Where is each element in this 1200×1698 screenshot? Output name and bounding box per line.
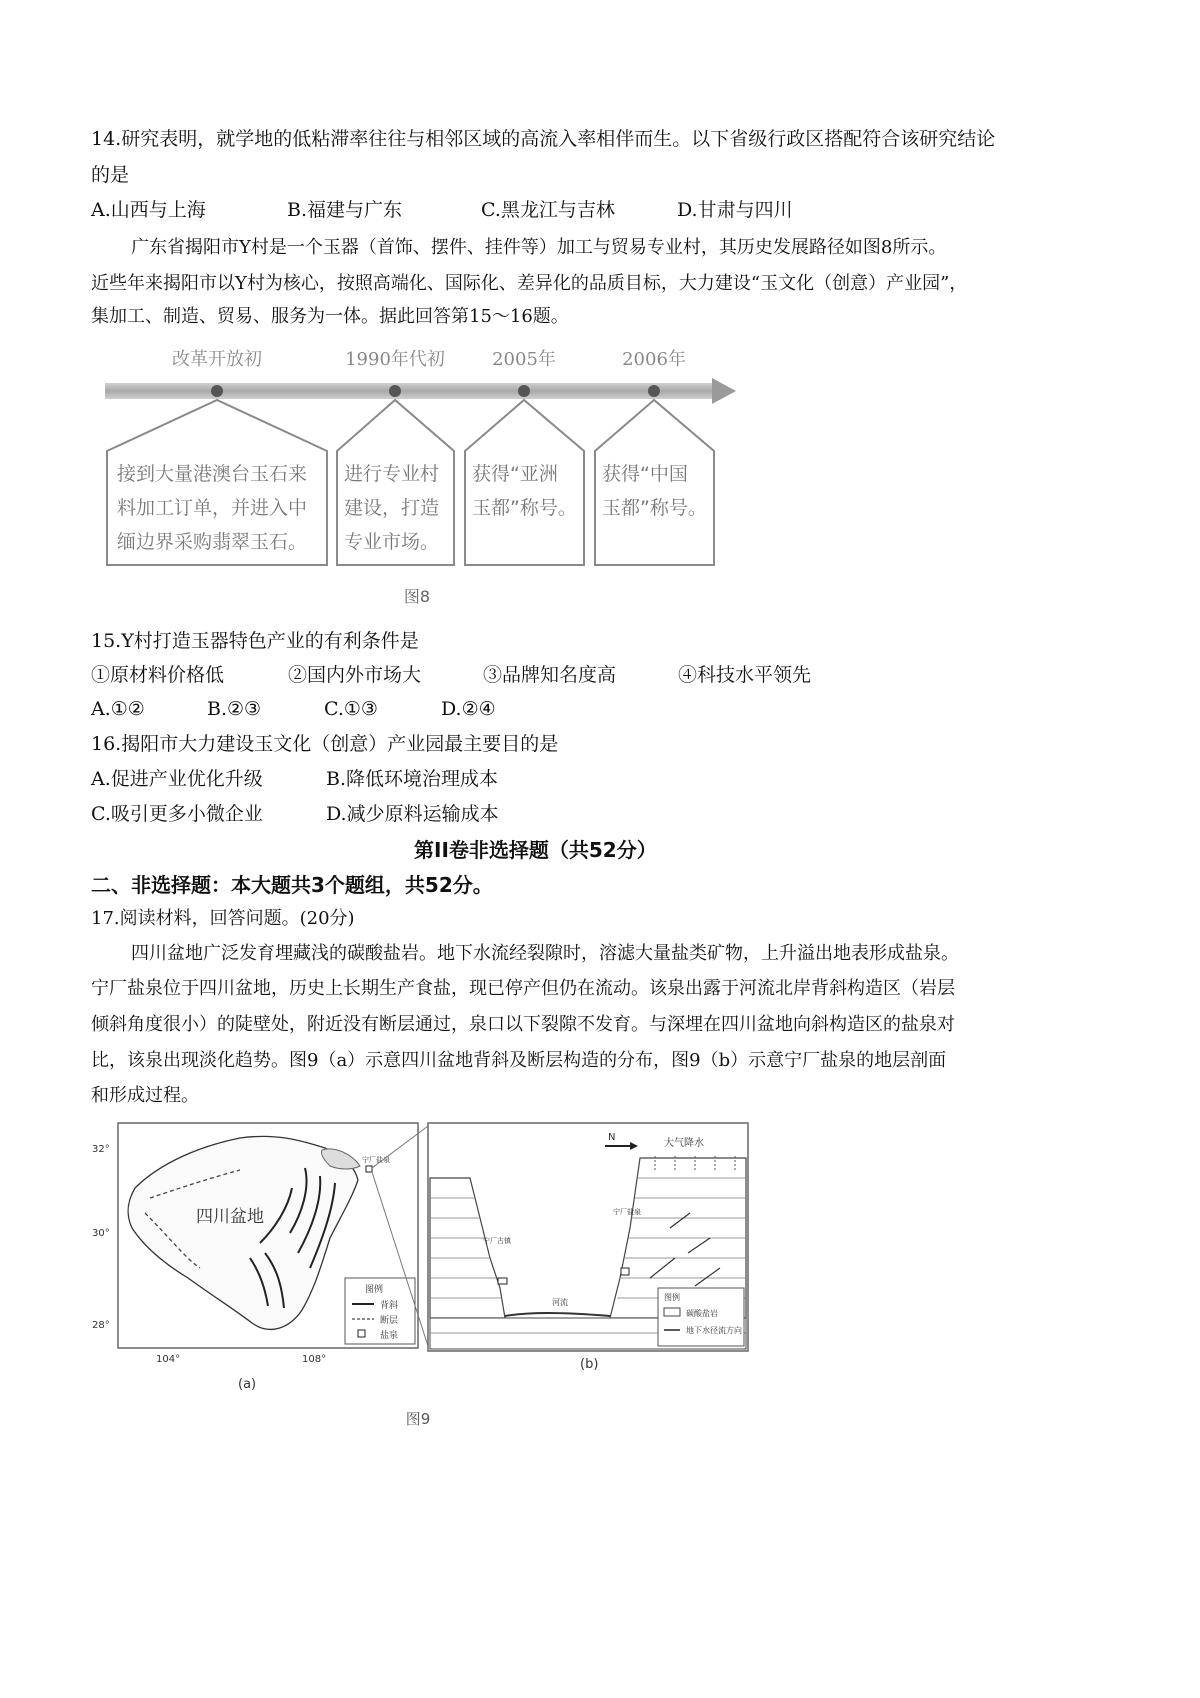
legend-carbonate-symbol: [664, 1308, 680, 1316]
stage-box-2-line2: 建设，打造: [344, 497, 440, 519]
stage-box-2-line1: 进行专业村: [344, 463, 440, 485]
q15-option-c: C.①③: [324, 698, 378, 720]
q15-item-3: ③品牌知名度高: [483, 664, 617, 686]
stage-box-4-line2: 玉都”称号。: [602, 497, 707, 519]
q14-option-c: C.黑龙江与吉林: [481, 199, 615, 221]
ancient-town-marker: [498, 1278, 507, 1284]
part2-title: 第II卷非选择题（共52分）: [414, 838, 657, 862]
q17-para-line2: 宁厂盐泉位于四川盆地，历史上长期生产食盐，现已停产但仍在流动。该泉出露于河流北岸背斜构造区（岩层: [91, 978, 955, 999]
q14-option-a: A.山西与上海: [91, 199, 206, 221]
figure-9-caption: 图9: [405, 1410, 431, 1428]
q15-item-2: ②国内外市场大: [288, 664, 422, 686]
q17-para-line1: 四川盆地广泛发育埋藏浅的碳酸盐岩。地下水流经裂隙时，溶滤大量盐类矿物，上升溢出地表形成盐泉。: [131, 943, 959, 964]
q16-option-a: A.促进产业优化升级: [91, 768, 263, 790]
lon-104: 104°: [156, 1354, 181, 1365]
q15-item-4: ④科技水平领先: [678, 664, 812, 686]
legend-fault: 断层: [380, 1316, 399, 1326]
basin-label: 四川盆地: [196, 1207, 264, 1227]
lat-32: 32°: [92, 1144, 110, 1155]
timeline-dot-4: [648, 385, 660, 397]
figure-8-caption: 图8: [403, 587, 431, 606]
q14-option-b: B.福建与广东: [287, 199, 403, 221]
north-label: N: [608, 1132, 616, 1143]
stage-box-2-line3: 专业市场。: [344, 531, 440, 553]
q16-stem: 16.揭阳市大力建设玉文化（创意）产业园最主要目的是: [91, 733, 559, 755]
q16-option-b: B.降低环境治理成本: [326, 768, 499, 790]
stage-box-3-line1: 获得“亚洲: [472, 463, 558, 485]
q15-option-a: A.①②: [91, 698, 145, 720]
legend-spring-symbol: [358, 1330, 365, 1337]
q14-line1: 14.研究表明，就学地的低粘滞率往往与相邻区域的高流入率相伴而生。以下省级行政区搭配符合该研究结论: [91, 128, 996, 150]
stage-box-1-line1: 接到大量港澳台玉石来: [117, 463, 308, 485]
stage-box-3-line2: 玉都”称号。: [472, 497, 577, 519]
stage-box-1-line3: 缅边界采购翡翠玉石。: [117, 531, 308, 553]
spring-marker-a: [366, 1166, 372, 1172]
q16-option-c: C.吸引更多小微企业: [91, 803, 263, 825]
timeline-arrow-head: [712, 378, 736, 404]
stage-box-1-line2: 料加工订单，并进入中: [117, 497, 308, 519]
ancient-town-label: 宁厂古镇: [483, 1237, 511, 1245]
q15-option-d: D.②④: [441, 698, 496, 720]
stage-label-1: 改革开放初: [172, 349, 262, 370]
q17-para-line5: 和形成过程。: [91, 1085, 199, 1106]
rain-label: 大气降水: [664, 1138, 704, 1149]
figure-9b-profile: [428, 1123, 748, 1372]
lat-28: 28°: [92, 1320, 110, 1331]
lon-108: 108°: [302, 1354, 327, 1365]
legend-title-a: 图例: [365, 1285, 384, 1295]
stage-label-2: 1990年代初: [345, 349, 445, 370]
figure-9a-map: [92, 1123, 418, 1392]
legend-carbonate: 碳酸盐岩: [686, 1309, 718, 1318]
timeline-dot-2: [389, 385, 401, 397]
q16-option-d: D.减少原料运输成本: [326, 803, 499, 825]
spring-marker-b: [621, 1268, 629, 1275]
legend-anticline: 背斜: [380, 1301, 399, 1311]
legend-flow: 地下水径流方向: [686, 1326, 742, 1335]
stage-label-3: 2005年: [492, 349, 556, 370]
lat-30: 30°: [92, 1228, 110, 1239]
river-label: 河流: [552, 1298, 568, 1307]
q14-line2: 的是: [91, 164, 130, 186]
stage-label-4: 2006年: [622, 349, 686, 370]
intro-line2: 近些年来揭阳市以Y村为核心，按照高端化、国际化、差异化的品质目标，大力建设“玉文化（创意）产业园”，: [91, 273, 968, 294]
sub-caption-b: (b): [580, 1357, 599, 1372]
intro-line3: 集加工、制造、贸易、服务为一体。据此回答第15～16题。: [91, 306, 569, 327]
q17-para-line3: 倾斜角度很小）的陡壁处，附近没有断层通过，泉口以下裂隙不发育。与深埋在四川盆地向斜构造区的盐泉对: [91, 1014, 955, 1035]
timeline-arrow-bar: [105, 383, 715, 399]
spring-label-b: 宁厂盐泉: [613, 1208, 641, 1216]
timeline-dot-1: [211, 385, 223, 397]
sub-caption-a: (a): [238, 1377, 257, 1392]
q14-option-d: D.甘肃与四川: [677, 199, 793, 221]
q15-option-b: B.②③: [207, 698, 262, 720]
q17-para-line4: 比，该泉出现淡化趋势。图9（a）示意四川盆地背斜及断层构造的分布，图9（b）示意宁厂盐泉的地层剖面: [91, 1050, 947, 1071]
spring-label-a: 宁厂盐泉: [362, 1156, 390, 1164]
figure-8-timeline: [100, 340, 750, 620]
legend-spring: 盐泉: [380, 1331, 399, 1341]
legend-title-b: 图例: [664, 1293, 680, 1302]
intro-line1: 广东省揭阳市Y村是一个玉器（首饰、摆件、挂件等）加工与贸易专业村，其历史发展路径如图8所示。: [131, 237, 947, 258]
figure-9: [90, 1118, 770, 1448]
q17-stem: 17.阅读材料，回答问题。(20分): [91, 908, 355, 929]
timeline-dot-3: [518, 385, 530, 397]
stage-box-4-line1: 获得“中国: [602, 463, 688, 485]
q15-item-1: ①原材料价格低: [91, 664, 225, 686]
q15-stem: 15.Y村打造玉器特色产业的有利条件是: [91, 630, 419, 652]
part2-section-heading: 二、非选择题：本大题共3个题组，共52分。: [91, 873, 493, 897]
